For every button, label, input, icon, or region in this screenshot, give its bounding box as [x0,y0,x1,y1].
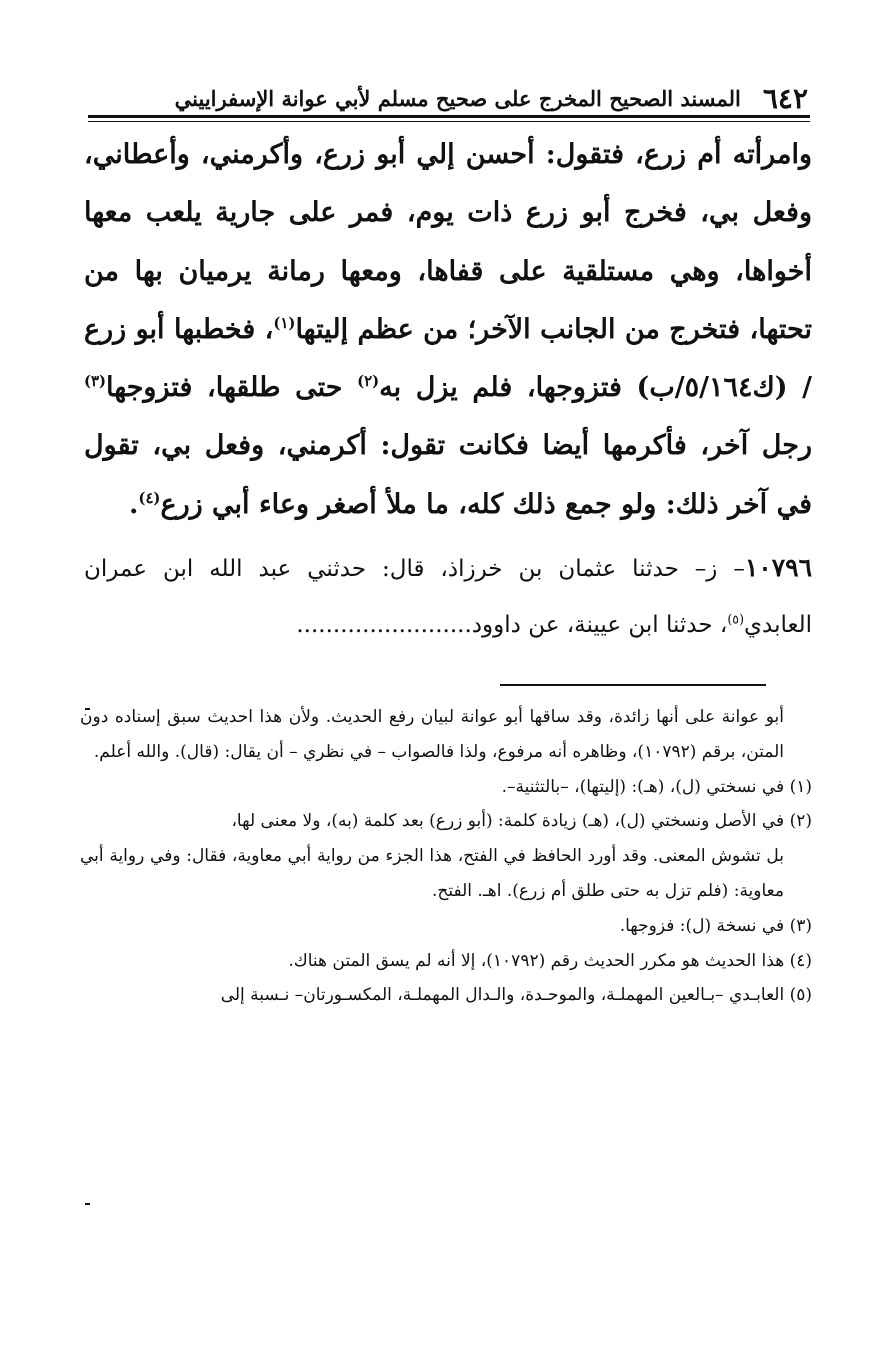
hadith-paragraph [84,540,812,653]
footnote-ref-2: (٢) [357,372,380,391]
footnotes [80,700,812,1013]
footnote-4: (٤) هذا الحديث هو مكرر الحديث رقم (١٠٧٩٢)، إلا أنه لم يسق المتن هناك. [288,950,812,971]
hadith-text-part-1: – ز– حدثنا عثمان بن خرزاذ، قال: حدثني عبد الله ابن عمران العابدي [84,556,812,638]
footnote-1: (١) في نسختي (ل)، (هـ): (إليتها)، –بالتثنية–. [501,776,812,797]
main-text-end: . [129,488,139,520]
main-text-part-4: رجل آخر، فأكرمها أيضا فكانت تقول: أكرمني، وفعل بي، تقول في آخر ذلك: ولو جمع ذلك كله، ما ملأ أصغر وعاء أبي زرع [84,430,812,520]
footnote-3: (٣) في نسخة (ل): فزوجها. [619,915,812,936]
footnote-ref-4: (٤) [138,488,161,507]
margin-mark-bottom [85,1203,90,1205]
main-text-part-3: حتى طلقها، فتزوجها [106,372,358,404]
page-header [88,78,808,118]
footnote-ref-1: (١) [273,313,296,332]
footnote-separator [500,684,766,686]
footnote-continuation: أبو عوانة على أنها زائدة، وقد ساقها أبو عوانة لبيان رفع الحديث. ولأن هذا احديث سبق إسناده دون المتن، برقم (١٠٧٩٢)، وظاهره أنه مرفوع، ولذا فالصواب – في نظري – أن يقال: (قال). والله أعلم. [80,707,784,762]
header-rule-thick [88,115,810,118]
hadith-text-part-2: ، حدثنا ابن عيينة، عن داوود [471,612,728,638]
main-text-part-1: وامرأته أم زرع، فتقول: أحسن إلي أبو زرع، وأكرمني، وأعطاني، وفعل بي، فخرج أبو زرع ذات يوم، فمر على جارية يلعب معها أخواها، وهي مستلقية على قفاها، ومعها رمانة يرميان بها من تحتها، فتخرج من الجانب الآخر؛ من عظم إليتها [84,139,812,345]
hadith-number: ١٠٧٩٦ [744,553,812,582]
header-rule-thin [88,121,810,122]
main-text [84,126,812,534]
page-number: ٦٤٢ [762,81,808,115]
hadith-dots: ........................ [296,612,472,638]
footnote-2-line-1: (٢) في الأصل ونسختي (ل)، (هـ) زيادة كلمة: (أبو زرع) بعد كلمة (به)، ولا معنى لها، [231,811,812,832]
footnote-ref-3: (٣) [84,372,107,391]
footnote-2-rest: بل تشوش المعنى. وقد أورد الحافظ في الفتح، هذا الجزء من رواية أبي معاوية، فقال: وفي رواية أبي معاوية: (فلم تزل به حتى طلق أم زرع). اهـ. الفتح. [80,846,784,901]
footnote-ref-5: (٥) [727,611,745,627]
footnote-5: (٥) العابـدي –بـالعين المهملـة، والموحـدة، والـدال المهملـة، المكسـورتان– نـسبة إلى [220,985,812,1006]
main-text-part-2: ، فخطبها أبو زرع / (ك٥/١٦٤/ب) فتزوجها، فلم يزل به [84,313,812,404]
running-title: المسند الصحيح المخرج على صحيح مسلم لأبي عوانة الإسفراييني [174,85,741,111]
